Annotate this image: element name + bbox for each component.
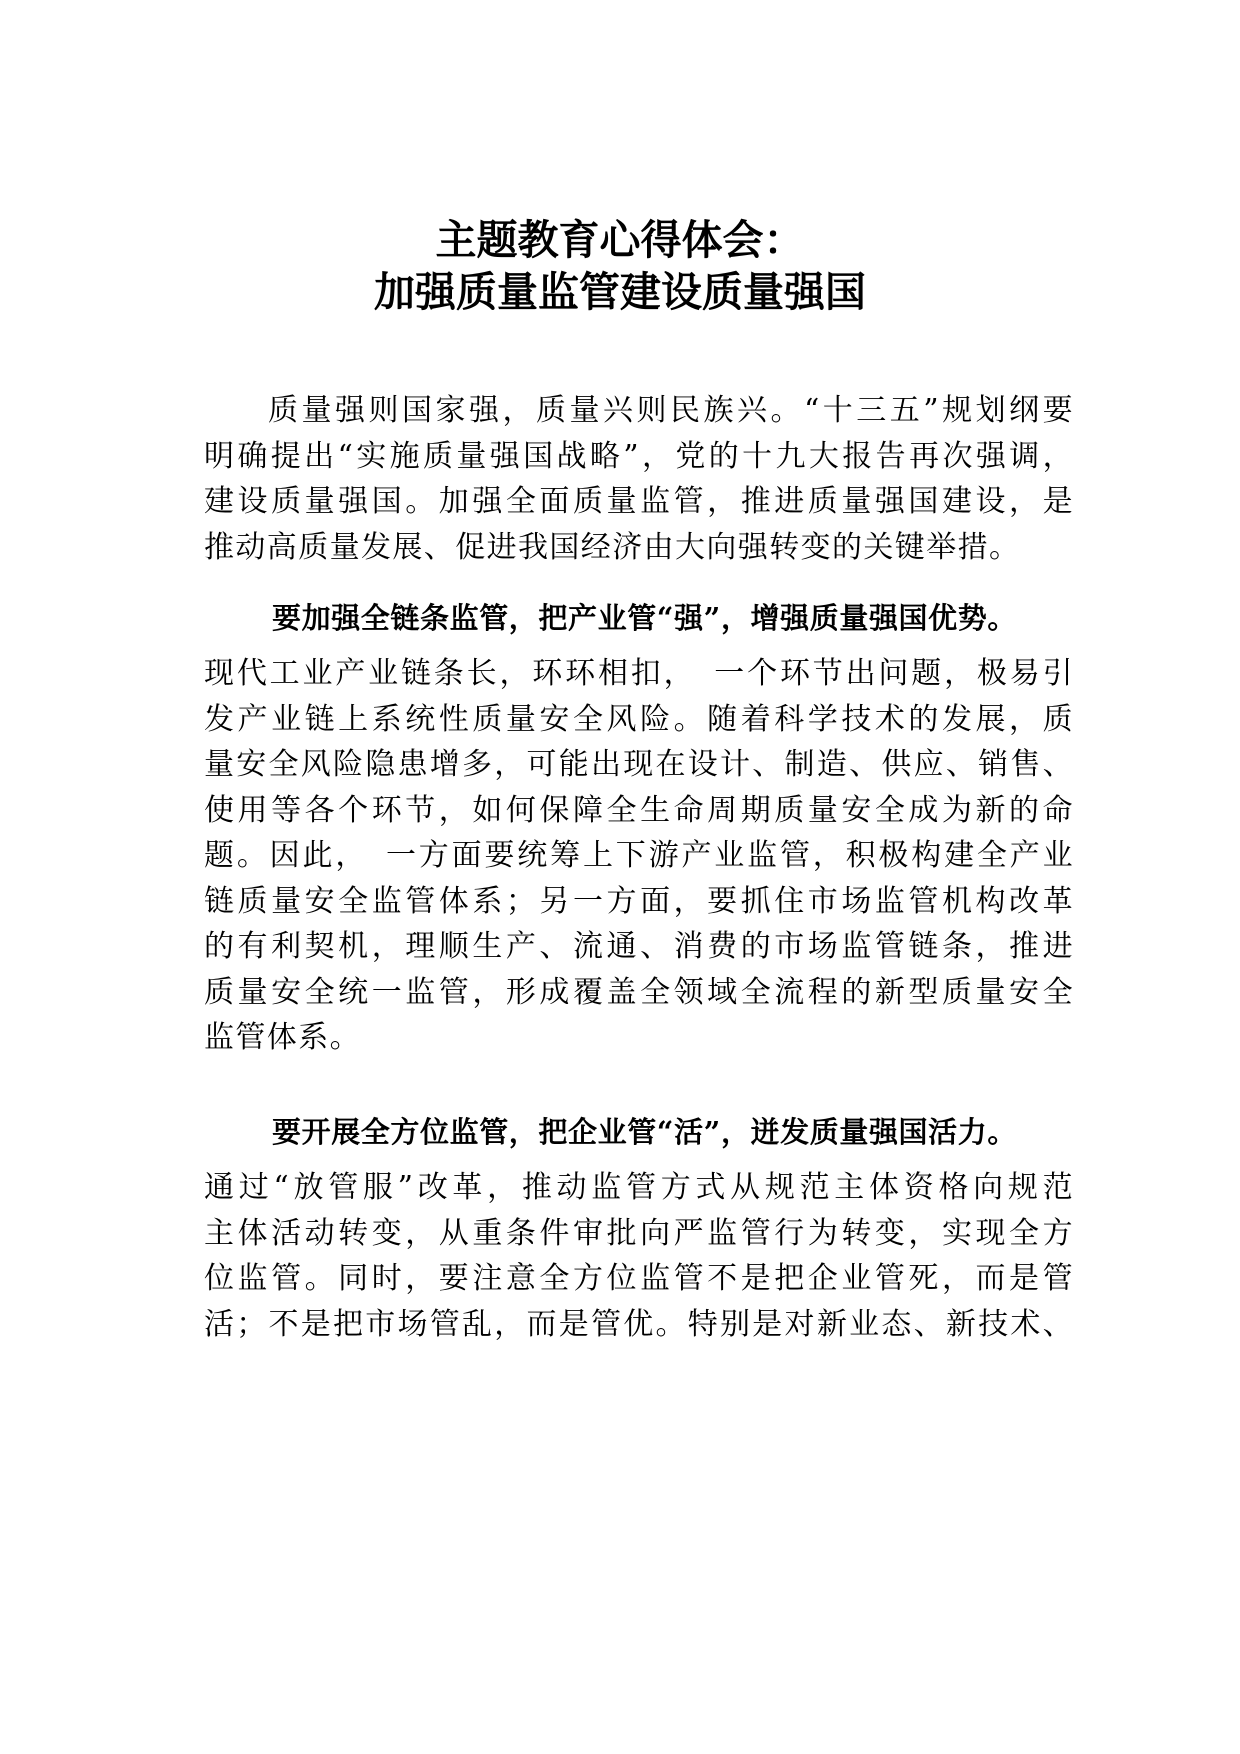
section-line: 质量安全统一监管，形成覆盖全领域全流程的新型质量安全 [204,974,1074,1010]
section-line: 通过“放管服”改革，推动监管方式从规范主体资格向规范 [204,1170,1074,1205]
intro-paragraph [204,388,1074,570]
section-line: 的有利契机，理顺生产、流通、消费的市场监管链条，推进 [204,929,1074,964]
section-line: 链质量安全监管体系；另一方面，要抓住市场监管机构改革 [204,883,1074,919]
section-chain-supervision [204,595,1074,1061]
section-heading: 要加强全链条监管，把产业管“强”，增强质量强国优势。 [272,601,1017,635]
intro-line: 质量强则国家强，质量兴则民族兴。“十三五”规划纲要 [268,393,1074,428]
section-all-round-supervision [204,1109,1074,1347]
section-line: 使用等各个环节，如何保障全生命周期质量安全成为新的命 [204,792,1074,828]
section-line: 活；不是把市场管乱，而是管优。特别是对新业态、新技术、 [204,1306,1074,1342]
section-line: 位监管。同时，要注意全方位监管不是把企业管死，而是管 [204,1261,1074,1296]
intro-line: 推动高质量发展、促进我国经济由大向强转变的关键举措。 [204,529,1021,565]
intro-line: 明确提出“实施质量强国战略”，党的十九大报告再次强调， [204,438,1074,474]
section-line: 发产业链上系统性质量安全风险。随着科学技术的发展，质 [204,701,1074,737]
section-line: 主体活动转变，从重条件审批向严监管行为转变，实现全方 [204,1215,1074,1251]
section-line: 量安全风险隐患增多，可能出现在设计、制造、供应、销售、 [204,747,1074,782]
section-body [204,1165,1074,1347]
section-line: 题。因此， 一方面要统筹上下游产业监管，积极构建全产业 [204,838,1074,873]
intro-line: 建设质量强国。加强全面质量监管，推进质量强国建设，是 [204,484,1074,519]
section-line: 监管体系。 [204,1020,361,1055]
section-heading: 要开展全方位监管，把企业管“活”，迸发质量强国活力。 [272,1115,1017,1149]
section-line: 现代工业产业链条长，环环相扣， 一个环节出问题，极易引 [204,656,1074,691]
document-title-line-1: 主题教育心得体会： [435,216,805,264]
document-title-line-2: 加强质量监管建设质量强国 [374,268,866,316]
section-body [204,651,1074,1061]
